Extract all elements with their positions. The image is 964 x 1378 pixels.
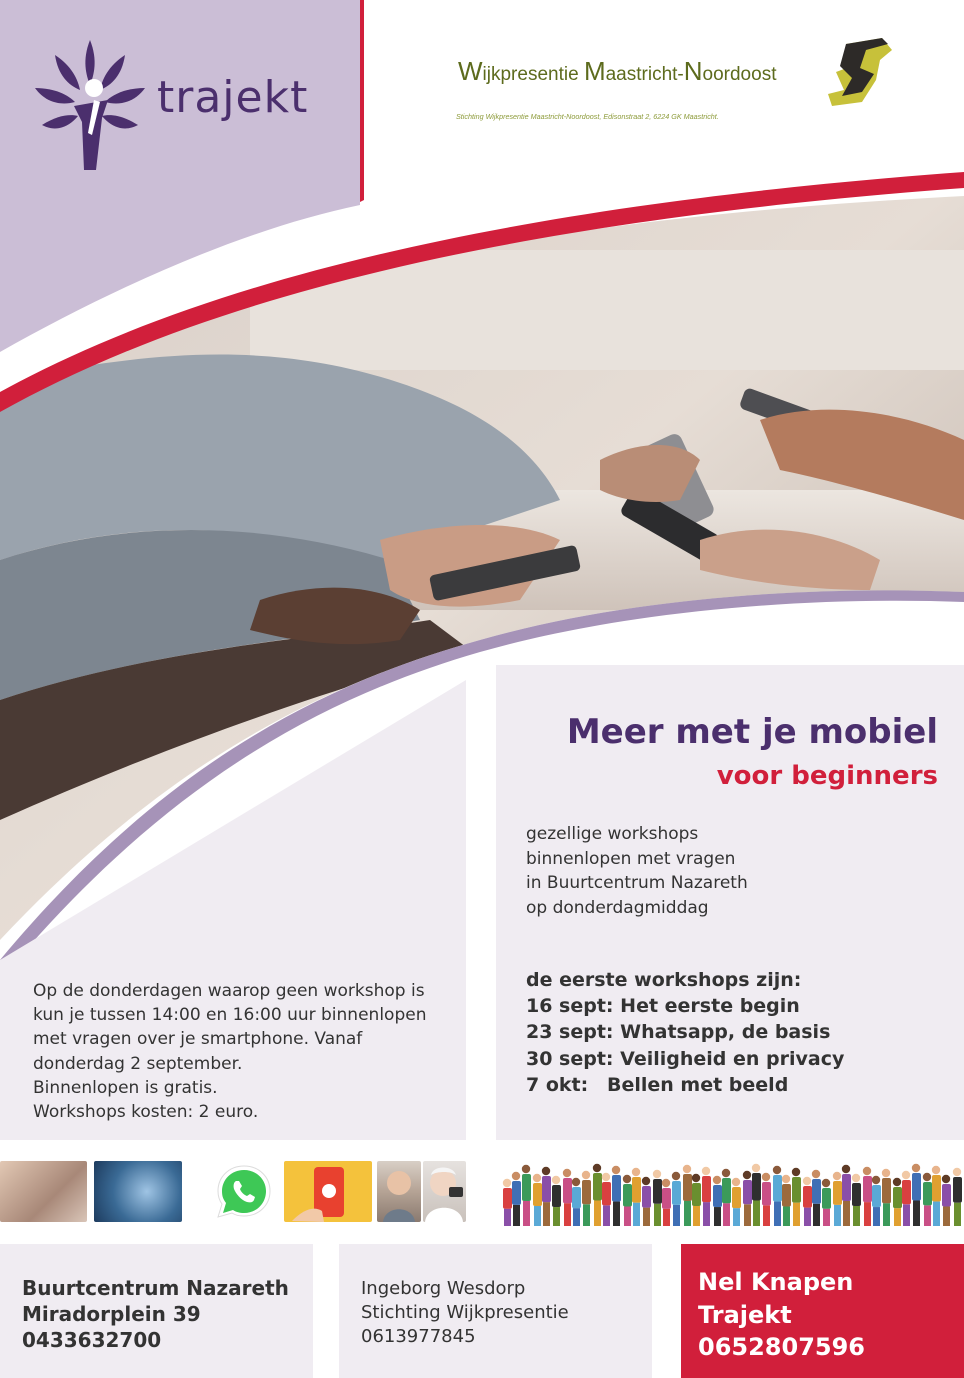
contact-line: Stichting Wijkpresentie bbox=[361, 1302, 569, 1323]
info-text bbox=[33, 979, 426, 1124]
intro-line: in Buurtcentrum Nazareth bbox=[526, 873, 748, 893]
crowd-person bbox=[743, 1171, 752, 1226]
crowd-person bbox=[653, 1170, 662, 1226]
schedule-date: 7 okt: bbox=[526, 1073, 589, 1096]
crowd-person bbox=[812, 1170, 821, 1226]
schedule-topic: Whatsapp, de basis bbox=[620, 1021, 831, 1044]
page-subtitle: voor beginners bbox=[716, 761, 938, 791]
schedule-topic: Het eerste begin bbox=[620, 995, 800, 1018]
crowd-person bbox=[593, 1164, 602, 1226]
wp-cap-w: W bbox=[458, 56, 483, 86]
crowd-person bbox=[872, 1176, 881, 1226]
crowd-person bbox=[923, 1173, 932, 1226]
wijkpresentie-logo-mark bbox=[822, 36, 898, 108]
elderly-couple-graphic bbox=[377, 1161, 421, 1222]
crowd-person bbox=[702, 1167, 711, 1226]
contact-line: 0613977845 bbox=[361, 1326, 476, 1347]
crowd-person bbox=[632, 1168, 641, 1226]
crowd-person bbox=[782, 1175, 791, 1226]
crowd-illustration bbox=[500, 1158, 964, 1226]
crowd-person bbox=[692, 1174, 701, 1226]
schedule-item bbox=[526, 1046, 844, 1072]
hands-phones-photo bbox=[0, 1161, 87, 1222]
crowd-person bbox=[732, 1178, 741, 1226]
elderly-woman-graphic bbox=[423, 1161, 466, 1222]
trajekt-flower-logo bbox=[30, 30, 150, 170]
contact-line: Miradorplein 39 bbox=[22, 1302, 201, 1326]
crowd-person bbox=[572, 1178, 581, 1226]
phone-alert-graphic bbox=[284, 1161, 372, 1222]
contact-line: Trajekt bbox=[698, 1300, 792, 1329]
crowd-person bbox=[642, 1177, 651, 1226]
crowd-person bbox=[773, 1166, 782, 1226]
intro-line: op donderdagmiddag bbox=[526, 897, 709, 918]
crowd-person bbox=[512, 1172, 521, 1226]
crowd-person bbox=[822, 1179, 831, 1226]
elderly-couple-photo bbox=[377, 1161, 421, 1222]
crowd-person bbox=[852, 1174, 861, 1226]
wp-part-2: aastricht- bbox=[605, 64, 684, 85]
wp-cap-m: M bbox=[583, 56, 606, 86]
crowd-person bbox=[833, 1172, 842, 1226]
page-title: Meer met je mobiel bbox=[566, 712, 938, 752]
crowd-person bbox=[563, 1169, 572, 1226]
contact-line: 0433632700 bbox=[22, 1328, 162, 1352]
schedule-date: 30 sept: bbox=[526, 1047, 614, 1070]
schedule-item bbox=[526, 993, 844, 1019]
crowd-person bbox=[662, 1179, 671, 1226]
crowd-person bbox=[582, 1171, 591, 1226]
wijkpresentie-address: Stichting Wijkpresentie Maastricht-Noordoost, Edisonstraat 2, 6224 GK Maastricht. bbox=[456, 112, 719, 121]
crowd-person bbox=[672, 1172, 681, 1226]
contact-box-knapen bbox=[681, 1244, 964, 1378]
crowd-person bbox=[612, 1166, 621, 1226]
crowd-person bbox=[762, 1173, 771, 1226]
crowd-person bbox=[882, 1169, 891, 1226]
contact-line: Buurtcentrum Nazareth bbox=[22, 1276, 289, 1300]
crowd-person bbox=[533, 1174, 542, 1226]
wijkpresentie-title bbox=[458, 56, 776, 87]
schedule-topic: Bellen met beeld bbox=[607, 1073, 789, 1096]
crowd-person bbox=[522, 1165, 531, 1226]
contact-line: Nel Knapen bbox=[698, 1268, 854, 1296]
info-line: met vragen over je smartphone. Vanaf bbox=[33, 1029, 363, 1050]
crowd-person bbox=[752, 1164, 761, 1226]
info-line: Op de donderdagen waarop geen workshop is bbox=[33, 981, 425, 1001]
network-lock-photo bbox=[94, 1161, 182, 1222]
crowd-person bbox=[942, 1175, 951, 1226]
red-accent-line bbox=[360, 0, 364, 202]
info-line: Workshops kosten: 2 euro. bbox=[33, 1102, 259, 1123]
crowd-person bbox=[932, 1166, 941, 1226]
intro-line: binnenlopen met vragen bbox=[526, 848, 736, 869]
schedule-date: 23 sept: bbox=[526, 1021, 614, 1044]
contact-box-wesdorp bbox=[339, 1244, 652, 1378]
wp-cap-n: N bbox=[683, 56, 703, 86]
crowd-person bbox=[722, 1169, 731, 1226]
phone-alert-photo bbox=[284, 1161, 372, 1222]
schedule-topic: Veiligheid en privacy bbox=[620, 1047, 845, 1070]
crowd-person bbox=[713, 1176, 722, 1226]
contact-box-nazareth bbox=[0, 1244, 313, 1378]
workshop-schedule bbox=[526, 967, 844, 1098]
intro-line: gezellige workshops bbox=[526, 824, 699, 844]
trajekt-logo-text: trajekt bbox=[157, 72, 309, 123]
crowd-person bbox=[893, 1178, 902, 1226]
crowd-person bbox=[602, 1173, 611, 1226]
crowd-person bbox=[902, 1171, 911, 1226]
schedule-item bbox=[526, 1072, 844, 1098]
crowd-person bbox=[552, 1176, 561, 1226]
wp-part-3: oordoost bbox=[702, 64, 777, 85]
crowd-person bbox=[542, 1167, 551, 1226]
crowd-person bbox=[912, 1164, 921, 1226]
crowd-person bbox=[803, 1177, 812, 1226]
elderly-woman-phone-photo bbox=[423, 1161, 466, 1222]
info-line: Binnenlopen is gratis. bbox=[33, 1077, 218, 1098]
info-line: kun je tussen 14:00 en 16:00 uur binnenlopen bbox=[33, 1005, 427, 1026]
wp-part-1: ijkpresentie bbox=[482, 64, 584, 85]
schedule-date: 16 sept: bbox=[526, 995, 614, 1018]
schedule-heading: de eerste workshops zijn: bbox=[526, 969, 802, 991]
crowd-person bbox=[842, 1165, 851, 1226]
crowd-person bbox=[503, 1179, 512, 1226]
info-line: donderdag 2 september. bbox=[33, 1053, 243, 1074]
crowd-person bbox=[623, 1175, 632, 1226]
crowd-person bbox=[683, 1165, 692, 1226]
crowd-person bbox=[863, 1167, 872, 1226]
crowd-person bbox=[792, 1168, 801, 1226]
contact-line: 0652807596 bbox=[698, 1333, 865, 1361]
contact-line: Ingeborg Wesdorp bbox=[361, 1278, 526, 1299]
schedule-item bbox=[526, 1019, 844, 1045]
crowd-person bbox=[953, 1168, 962, 1226]
whatsapp-icon bbox=[214, 1163, 274, 1221]
intro-text bbox=[526, 822, 748, 920]
